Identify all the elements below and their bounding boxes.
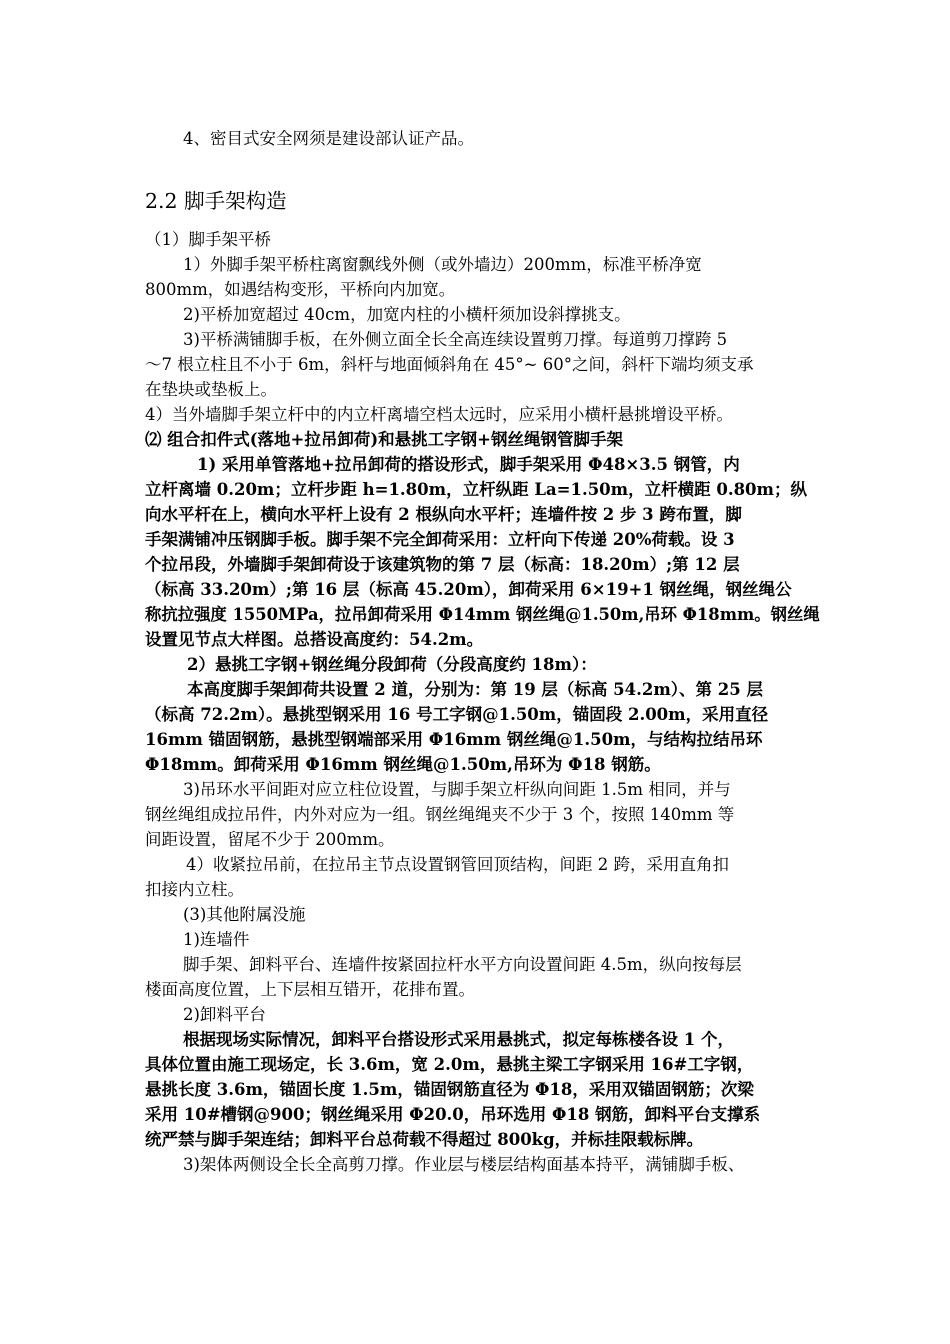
text-line: 楼面高度位置，上下层相互错开，花排布置。	[145, 980, 475, 999]
text-line: ～7 根立柱且不小于 6m，斜杆与地面倾斜角在 45°~ 60°之间，斜杆下端均须支承	[145, 355, 754, 374]
text-line: （标高 72.2m）。悬挑型钢采用 16 号工字钢@1.50m，锚固段 2.00m，采用直径	[145, 705, 769, 724]
text-line: 1) 采用单管落地+拉吊卸荷的搭设形式，脚手架采用 Φ48×3.5 钢管，内	[197, 455, 740, 474]
text-line: Φ18mm。卸荷采用 Φ16mm 钢丝绳@1.50m,吊环为 Φ18 钢筋。	[145, 755, 661, 774]
text-line: 1）外脚手架平桥柱离窗飘线外侧（或外墙边）200mm，标准平桥净宽	[183, 255, 702, 274]
text-line: 脚手架、卸料平台、连墙件按紧固拉杆水平方向设置间距 4.5m，纵向按每层	[183, 955, 742, 974]
text-line: 本高度脚手架卸荷共设置 2 道，分别为：第 19 层（标高 54.2m）、第 25 层	[187, 680, 764, 699]
text-line: （标高 33.20m）;第 16 层（标高 45.20m），卸荷采用 6×19+1 钢丝绳，钢丝绳公	[145, 580, 792, 599]
text-line: 向水平杆在上，横向水平杆上设有 2 根纵向水平杆；连墙件按 2 步 3 跨布置，脚	[145, 505, 742, 524]
text-line: 采用 10#槽钢@900；钢丝绳采用 Φ20.0，吊环选用 Φ18 钢筋，卸料平台支撑系	[145, 1105, 761, 1124]
text-line: 3)架体两侧设全长全高剪刀撑。作业层与楼层结构面基本持平，满铺脚手板、	[183, 1155, 745, 1174]
text-line: 悬挑长度 3.6m，锚固长度 1.5m，锚固钢筋直径为 Φ18，采用双锚固钢筋；次梁	[145, 1080, 754, 1099]
para-safety-net: 4、密目式安全网须是建设部认证产品。	[183, 129, 474, 148]
subheading-unloading-platform: 2)卸料平台	[183, 1005, 266, 1024]
text-line: 统严禁与脚手架连结；卸料平台总荷载不得超过 800kg，并标挂限载标牌。	[145, 1130, 704, 1149]
subheading-platform-bridge: （1）脚手架平桥	[145, 230, 271, 249]
text-line: 称抗拉强度 1550MPa，拉吊卸荷采用 Φ14mm 钢丝绳@1.50m,吊环 Φ18mm。钢丝绳	[145, 605, 820, 624]
section-heading: 2.2 脚手架构造	[145, 189, 287, 213]
text-line: 4）收紧拉吊前，在拉吊主节点设置钢管回顶结构，间距 2 跨，采用直角扣	[186, 855, 729, 874]
text-line: 手架满铺冲压钢脚手板。脚手架不完全卸荷采用：立杆向下传递 20%荷载。设 3	[145, 530, 735, 549]
subheading-wall-tie: 1)连墙件	[183, 930, 250, 949]
text-line: 在垫块或垫板上。	[145, 380, 277, 399]
text-line: 扣接内立柱。	[145, 880, 244, 899]
text-line: 800mm，如遇结构变形，平桥向内加宽。	[145, 280, 456, 299]
text-line: 2）悬挑工字钢+钢丝绳分段卸荷（分段高度约 18m）：	[187, 655, 597, 674]
text-line: 设置见节点大样图。总搭设高度约：54.2m。	[145, 630, 484, 649]
text-line: 钢丝绳组成拉吊件，内外对应为一组。钢丝绳绳夹不少于 3 个，按照 140mm 等	[145, 805, 735, 824]
text-line: 3)吊环水平间距对应立柱位设置，与脚手架立杆纵向间距 1.5m 相同，并与	[183, 780, 731, 799]
text-line: 立杆离墙 0.20m；立杆步距 h=1.80m，立杆纵距 La=1.50m，立杆横距 0.80m；纵	[145, 480, 807, 499]
text-line: 间距设置，留尾不少于 200mm。	[145, 830, 395, 849]
text-line: 个拉吊段，外墙脚手架卸荷设于该建筑物的第 7 层（标高：18.20m）;第 12 层	[145, 555, 740, 574]
text-line: 根据现场实际情况，卸料平台搭设形式采用悬挑式，拟定每栋楼各设 1 个，	[183, 1030, 734, 1049]
text-line: 具体位置由施工现场定，长 3.6m，宽 2.0m，悬挑主梁工字钢采用 16#工字钢，	[145, 1055, 754, 1074]
text-line: 4）当外墙脚手架立杆中的内立杆离墙空档太远时，应采用小横杆悬挑增设平桥。	[145, 405, 733, 424]
text-line: 16mm 锚固钢筋，悬挑型钢端部采用 Φ16mm 钢丝绳@1.50m，与结构拉结吊环	[145, 730, 763, 749]
subheading-auxiliary: (3)其他附属没施	[183, 905, 306, 924]
text-line: 3)平桥满铺脚手板，在外侧立面全长全高连续设置剪刀撑。每道剪刀撑跨 5	[183, 330, 728, 349]
text-line: 2)平桥加宽超过 40cm，加宽内柱的小横杆须加设斜撑挑支。	[183, 305, 631, 324]
subheading-composite-scaffold: ⑵ 组合扣件式(落地+拉吊卸荷)和悬挑工字钢+钢丝绳钢管脚手架	[145, 430, 624, 449]
